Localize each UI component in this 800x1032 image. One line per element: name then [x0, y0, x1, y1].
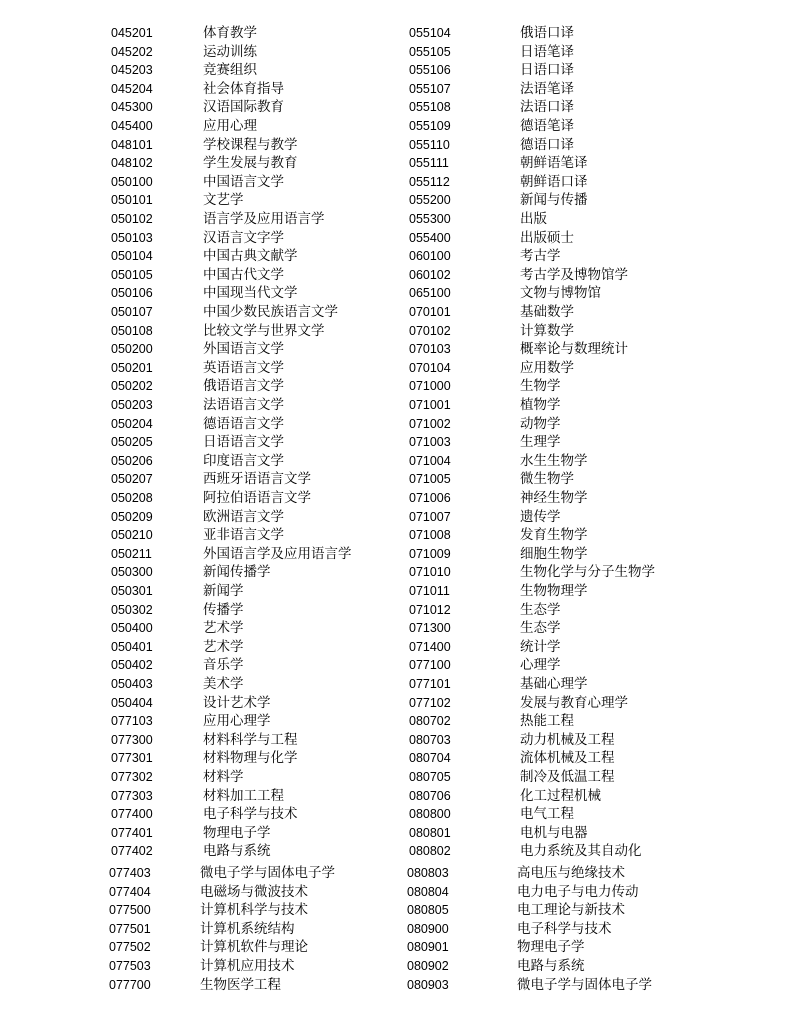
table-row [0, 824, 800, 843]
right-major-name: 动物学 [520, 415, 561, 432]
right-code: 080804 [407, 884, 449, 899]
left-major-name: 学校课程与教学 [203, 136, 298, 153]
right-major-name: 水生生物学 [520, 452, 588, 469]
left-code: 050205 [111, 435, 153, 450]
left-major-name: 音乐学 [203, 657, 244, 674]
right-code: 080900 [407, 921, 449, 936]
right-major-name: 德语口译 [520, 136, 574, 153]
table-row [0, 712, 800, 731]
table-row [0, 526, 800, 545]
left-major-name: 计算机应用技术 [200, 958, 295, 974]
right-major-name: 朝鲜语口译 [520, 173, 588, 190]
right-major-name: 法语口译 [520, 99, 574, 116]
right-code: 055300 [409, 212, 451, 226]
left-code: 050106 [111, 286, 153, 301]
table-row [0, 731, 800, 750]
left-major-name: 学生发展与教育 [203, 155, 298, 172]
left-code: 050208 [111, 491, 153, 505]
left-major-name: 欧洲语言文学 [203, 508, 284, 525]
right-major-name: 日语口译 [520, 62, 574, 79]
right-code: 070104 [409, 360, 451, 375]
right-code: 080705 [409, 770, 451, 784]
left-major-name: 汉语国际教育 [203, 99, 284, 116]
left-major-name: 艺术学 [203, 638, 244, 655]
left-major-name: 中国少数民族语言文学 [203, 304, 338, 320]
table-row [0, 24, 800, 43]
right-major-name: 德语笔译 [520, 118, 574, 134]
table-row [0, 452, 800, 471]
left-major-name: 语言学及应用语言学 [203, 211, 325, 227]
right-code: 077102 [409, 695, 451, 710]
right-major-name: 微电子学与固体电子学 [517, 976, 652, 993]
table-row [0, 805, 800, 824]
right-code: 071002 [409, 416, 451, 431]
right-code: 071005 [409, 472, 451, 487]
left-major-name: 电子科学与技术 [203, 806, 298, 823]
left-code: 050107 [111, 305, 153, 319]
right-major-name: 发展与教育心理学 [520, 694, 628, 711]
right-major-name: 电力系统及其自动化 [520, 843, 642, 860]
right-major-name: 生物学 [520, 378, 561, 395]
left-code: 045300 [111, 100, 153, 115]
table-row [0, 508, 800, 527]
table-row [0, 433, 800, 452]
right-major-name: 生态学 [520, 620, 561, 637]
left-major-name: 材料加工工程 [203, 787, 284, 804]
table-row [0, 976, 800, 995]
left-major-name: 体育教学 [203, 25, 257, 41]
table-row [0, 749, 800, 768]
left-major-name: 中国现当代文学 [203, 285, 298, 302]
right-major-name: 文物与博物馆 [520, 285, 601, 302]
left-code: 048101 [111, 137, 153, 152]
right-major-name: 日语笔译 [520, 43, 574, 60]
right-code: 080706 [409, 788, 451, 803]
right-code: 055112 [409, 174, 450, 189]
right-code: 071300 [409, 621, 451, 636]
left-major-name: 竞赛组织 [203, 62, 257, 79]
table-row [0, 694, 800, 713]
right-code: 055104 [409, 26, 451, 40]
left-code: 050210 [111, 528, 153, 543]
left-code: 077302 [111, 770, 153, 784]
left-code: 050402 [111, 658, 153, 673]
table-row [0, 787, 800, 806]
right-code: 080802 [409, 844, 451, 859]
table-row [0, 80, 800, 99]
right-major-name: 出版 [520, 211, 547, 227]
table-row [0, 98, 800, 117]
table-row [0, 359, 800, 378]
left-code: 050300 [111, 565, 153, 580]
table-row [0, 883, 800, 902]
right-code: 055105 [409, 44, 451, 59]
left-code: 050206 [111, 453, 153, 468]
right-code: 071000 [409, 379, 451, 394]
left-major-name: 传播学 [203, 601, 244, 618]
left-major-name: 西班牙语语言文学 [203, 471, 311, 488]
right-major-name: 心理学 [520, 657, 561, 674]
table-row [0, 191, 800, 210]
table-row [0, 266, 800, 285]
left-major-name: 比较文学与世界文学 [203, 322, 325, 339]
left-major-name: 阿拉伯语语言文学 [203, 490, 311, 506]
table-row [0, 210, 800, 229]
right-major-name: 概率论与数理统计 [520, 341, 628, 358]
right-major-name: 计算数学 [520, 322, 574, 339]
left-major-name: 外国语言文学 [203, 341, 284, 358]
right-major-name: 植物学 [520, 397, 561, 413]
right-major-name: 生态学 [520, 601, 561, 618]
right-major-name: 发育生物学 [520, 527, 588, 544]
left-major-name: 材料物理与化学 [203, 750, 298, 767]
left-code: 077501 [109, 921, 151, 936]
left-code: 050211 [111, 546, 152, 561]
left-major-name: 应用心理学 [203, 713, 271, 730]
left-code: 077400 [111, 807, 153, 822]
left-code: 050404 [111, 695, 153, 710]
left-code: 050401 [111, 639, 153, 654]
left-code: 077700 [109, 977, 151, 992]
left-code: 077503 [109, 959, 151, 973]
table-row [0, 656, 800, 675]
left-code: 050200 [111, 342, 153, 357]
right-major-name: 电力电子与电力传动 [517, 883, 639, 900]
left-major-name: 材料学 [203, 769, 244, 785]
left-major-name: 材料科学与工程 [203, 731, 298, 748]
table-row [0, 173, 800, 192]
left-code: 050103 [111, 230, 153, 245]
table-row [0, 675, 800, 694]
left-code: 050203 [111, 398, 153, 412]
left-code: 050302 [111, 602, 153, 617]
left-major-name: 汉语言文字学 [203, 229, 284, 246]
left-major-name: 中国古代文学 [203, 266, 284, 283]
table-row [0, 489, 800, 508]
table-row [0, 247, 800, 266]
left-code: 077401 [111, 825, 153, 840]
left-major-name: 计算机软件与理论 [200, 939, 308, 956]
table-row [0, 842, 800, 861]
right-major-name: 新闻与传播 [520, 192, 588, 209]
left-major-name: 设计艺术学 [203, 694, 271, 711]
left-code: 050108 [111, 323, 153, 338]
left-major-name: 社会体育指导 [203, 80, 284, 97]
table-row [0, 920, 800, 939]
right-code: 060100 [409, 249, 451, 264]
right-code: 071010 [409, 565, 451, 580]
table-row [0, 901, 800, 920]
left-major-name: 物理电子学 [203, 824, 271, 841]
right-major-name: 制冷及低温工程 [520, 769, 615, 785]
table-row [0, 154, 800, 173]
right-code: 070102 [409, 323, 451, 338]
left-major-name: 美术学 [203, 676, 244, 692]
left-code: 045400 [111, 119, 153, 133]
right-major-name: 电气工程 [520, 806, 574, 823]
right-major-name: 统计学 [520, 638, 561, 655]
right-code: 080703 [409, 732, 451, 747]
right-major-name: 神经生物学 [520, 490, 588, 506]
left-code: 077300 [111, 732, 153, 747]
left-major-name: 电磁场与微波技术 [200, 883, 308, 900]
left-major-name: 印度语言文学 [203, 452, 284, 469]
right-major-name: 热能工程 [520, 713, 574, 730]
left-code: 048102 [111, 156, 153, 171]
table-row [0, 340, 800, 359]
table-row [0, 957, 800, 976]
left-code: 050209 [111, 509, 153, 524]
table-row [0, 117, 800, 136]
left-code: 050100 [111, 174, 153, 189]
right-code: 071009 [409, 546, 451, 561]
right-major-name: 电工理论与新技术 [517, 902, 625, 919]
left-major-name: 新闻传播学 [203, 564, 271, 581]
left-code: 077303 [111, 788, 153, 803]
left-major-name: 外国语言学及应用语言学 [203, 545, 352, 562]
table-row [0, 582, 800, 601]
right-code: 071012 [409, 602, 451, 617]
right-code: 080800 [409, 807, 451, 822]
table-row [0, 470, 800, 489]
left-code: 045202 [111, 44, 153, 59]
right-code: 055106 [409, 63, 451, 78]
left-major-name: 应用心理 [203, 118, 257, 134]
right-major-name: 生物化学与分子生物学 [520, 564, 655, 581]
right-code: 055111 [409, 156, 449, 171]
left-code: 050105 [111, 267, 153, 282]
right-major-name: 电路与系统 [517, 958, 585, 974]
right-major-name: 电机与电器 [520, 824, 588, 841]
right-major-name: 生理学 [520, 434, 561, 451]
right-code: 055400 [409, 230, 451, 245]
left-code: 050301 [111, 584, 153, 598]
left-code: 050101 [111, 193, 153, 208]
left-code: 077301 [111, 751, 153, 766]
right-code: 080801 [409, 825, 451, 840]
right-major-name: 动力机械及工程 [520, 731, 615, 748]
table-row [0, 43, 800, 62]
right-major-name: 高电压与绝缘技术 [517, 865, 625, 881]
left-major-name: 新闻学 [203, 583, 244, 599]
table-row [0, 303, 800, 322]
left-code: 077502 [109, 940, 151, 955]
left-code: 077404 [109, 884, 151, 899]
left-code: 050102 [111, 212, 153, 226]
right-code: 055107 [409, 81, 451, 96]
right-code: 071400 [409, 639, 451, 654]
right-code: 055108 [409, 100, 451, 115]
left-major-name: 计算机科学与技术 [200, 902, 308, 919]
table-row [0, 768, 800, 787]
left-major-name: 中国语言文学 [203, 173, 284, 190]
right-code: 060102 [409, 267, 451, 282]
right-code: 080704 [409, 751, 451, 766]
right-code: 080803 [407, 866, 449, 880]
right-code: 080901 [407, 940, 449, 955]
right-major-name: 法语笔译 [520, 80, 574, 97]
right-code: 077100 [409, 658, 451, 673]
left-major-name: 计算机系统结构 [200, 920, 295, 937]
left-major-name: 俄语语言文学 [203, 378, 284, 395]
left-code: 050201 [111, 360, 153, 375]
left-major-name: 亚非语言文学 [203, 527, 284, 544]
right-code: 071003 [409, 435, 451, 450]
left-major-name: 文艺学 [203, 192, 244, 209]
right-major-name: 化工过程机械 [520, 787, 601, 804]
table-row [0, 545, 800, 564]
left-code: 077500 [109, 903, 151, 918]
right-major-name: 考古学及博物馆学 [520, 266, 628, 283]
right-major-name: 物理电子学 [517, 939, 585, 956]
right-code: 055110 [409, 137, 450, 152]
right-code: 055109 [409, 119, 451, 133]
right-code: 071011 [409, 584, 450, 598]
left-major-name: 中国古典文献学 [203, 248, 298, 265]
right-code: 071007 [409, 509, 451, 524]
left-major-name: 英语语言文学 [203, 359, 284, 376]
table-row [0, 938, 800, 957]
left-major-name: 日语语言文学 [203, 434, 284, 451]
table-row [0, 229, 800, 248]
right-major-name: 细胞生物学 [520, 545, 588, 562]
left-major-name: 微电子学与固体电子学 [200, 865, 335, 881]
left-code: 045201 [111, 26, 153, 40]
left-code: 045204 [111, 81, 153, 96]
right-major-name: 微生物学 [520, 471, 574, 488]
left-major-name: 德语语言文学 [203, 415, 284, 432]
left-code: 050204 [111, 416, 153, 431]
table-row [0, 563, 800, 582]
right-code: 080805 [407, 903, 449, 918]
right-major-name: 应用数学 [520, 359, 574, 376]
left-major-name: 生物医学工程 [200, 976, 281, 993]
right-code: 065100 [409, 286, 451, 301]
left-major-name: 艺术学 [203, 620, 244, 637]
left-code: 077402 [111, 844, 153, 859]
left-code: 050400 [111, 621, 153, 636]
table-row [0, 377, 800, 396]
right-code: 071008 [409, 528, 451, 543]
right-major-name: 考古学 [520, 248, 561, 265]
right-code: 080902 [407, 959, 449, 973]
right-code: 070103 [409, 342, 451, 357]
right-major-name: 基础心理学 [520, 676, 588, 692]
right-code: 080903 [407, 977, 449, 992]
right-major-name: 电子科学与技术 [517, 920, 612, 937]
table-row [0, 601, 800, 620]
table-row [0, 638, 800, 657]
left-major-name: 电路与系统 [203, 843, 271, 860]
right-major-name: 俄语口译 [520, 25, 574, 41]
left-code: 050403 [111, 677, 153, 691]
table-row [0, 864, 800, 883]
left-code: 077103 [111, 714, 153, 729]
left-major-name: 法语语言文学 [203, 397, 284, 413]
table-row [0, 136, 800, 155]
table-row [0, 619, 800, 638]
table-row [0, 61, 800, 80]
right-code: 080702 [409, 714, 451, 729]
left-code: 077403 [109, 866, 151, 880]
right-major-name: 遗传学 [520, 508, 561, 525]
left-code: 050202 [111, 379, 153, 394]
right-major-name: 流体机械及工程 [520, 750, 615, 767]
right-major-name: 基础数学 [520, 304, 574, 320]
table-row [0, 396, 800, 415]
right-code: 071004 [409, 453, 451, 468]
right-code: 071001 [409, 398, 451, 412]
right-code: 071006 [409, 491, 451, 505]
table-row [0, 415, 800, 434]
right-major-name: 朝鲜语笔译 [520, 155, 588, 172]
left-major-name: 运动训练 [203, 43, 257, 60]
left-code: 050104 [111, 249, 153, 264]
left-code: 050207 [111, 472, 153, 487]
right-code: 055200 [409, 193, 451, 208]
right-major-name: 出版硕士 [520, 229, 574, 246]
table-row [0, 322, 800, 341]
right-code: 077101 [409, 677, 451, 691]
right-code: 070101 [409, 305, 451, 319]
left-code: 045203 [111, 63, 153, 78]
right-major-name: 生物物理学 [520, 583, 588, 599]
table-row [0, 284, 800, 303]
